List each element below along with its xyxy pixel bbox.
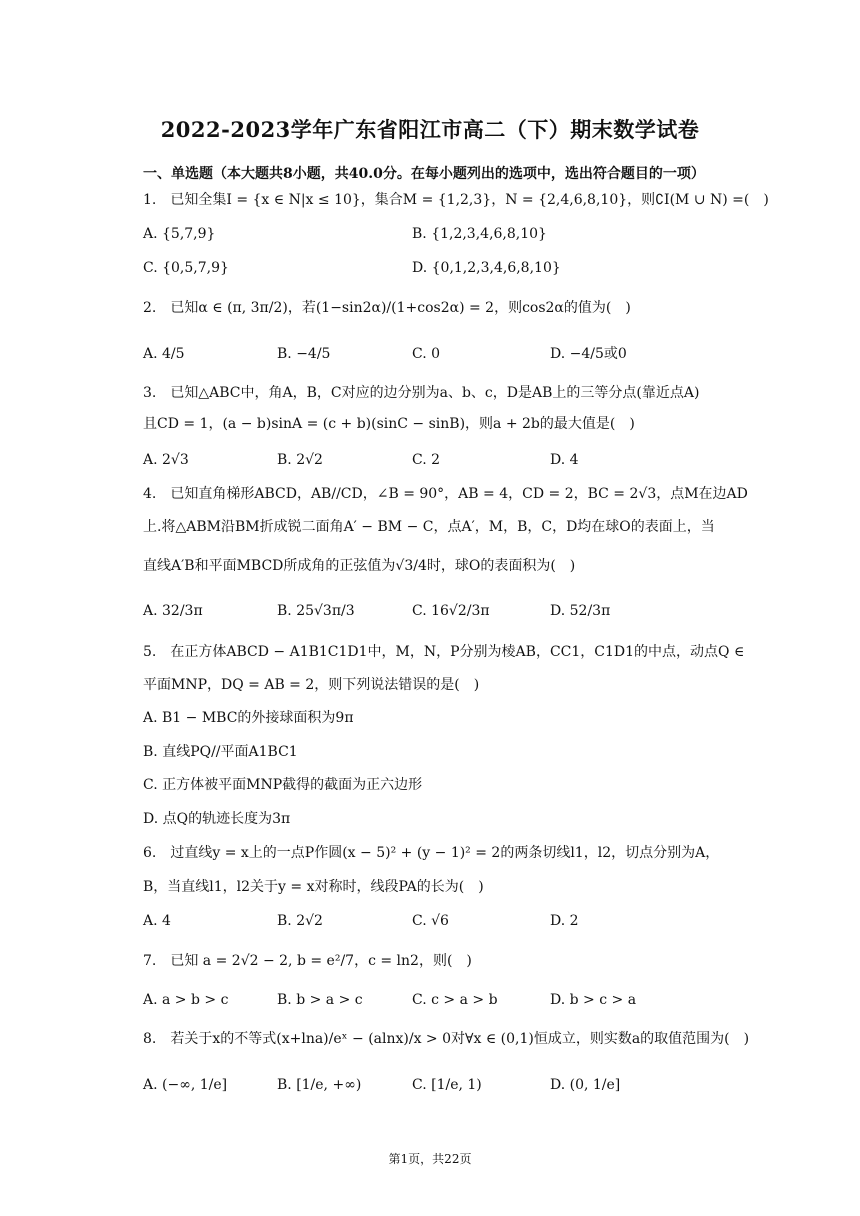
q1-option-a: A. {5,7,9}	[143, 226, 216, 242]
q7-option-b: B. b > a > c	[277, 992, 363, 1008]
question-4-line-3: 直线A′B和平面MBCD所成角的正弦值为√3/4时，球O的表面积为( )	[143, 558, 576, 574]
q5-option-c: C. 正方体被平面MNP截得的截面为正六边形	[143, 777, 423, 793]
q4-option-d: D. 52/3π	[550, 603, 611, 619]
question-8-line-1: 8. 若关于x的不等式(x+lna)/eˣ − (alnx)/x > 0对∀x ∈ (0,1)恒成立，则实数a的取值范围为( )	[143, 1031, 750, 1047]
question-5-line-2: 平面MNP，DQ = AB = 2，则下列说法错误的是( )	[143, 677, 480, 693]
page-footer: 第1页，共22页	[388, 1152, 472, 1166]
q1-option-c: C. {0,5,7,9}	[143, 260, 229, 276]
q8-option-b: B. [1/e, +∞)	[277, 1077, 362, 1093]
q5-option-d: D. 点Q的轨迹长度为3π	[143, 811, 291, 827]
q3-option-b: B. 2√2	[277, 452, 323, 468]
question-5-line-1: 5. 在正方体ABCD − A1B1C1D1中，M，N，P分别为棱AB，CC1，C1D1的中点，动点Q ∈	[143, 644, 745, 660]
question-4-line-2: 上.将△ABM沿BM折成锐二面角A′ − BM − C，点A′，M，B，C，D均在球O的表面上，当	[143, 519, 715, 535]
q6-option-d: D. 2	[550, 913, 579, 929]
q7-option-c: C. c > a > b	[412, 992, 498, 1008]
q2-option-b: B. −4/5	[277, 346, 331, 362]
question-7-line-1: 7. 已知 a = 2√2 − 2, b = e²/7，c = ln2，则( )	[143, 953, 472, 969]
q6-option-c: C. √6	[412, 913, 449, 929]
q2-option-c: C. 0	[412, 346, 441, 362]
q2-option-d: D. −4/5或0	[550, 346, 627, 362]
question-2-line-1: 2. 已知α ∈ (π, 3π/2)，若(1−sin2α)/(1+cos2α) = 2，则cos2α的值为( )	[143, 300, 631, 316]
q6-option-b: B. 2√2	[277, 913, 323, 929]
q3-option-a: A. 2√3	[143, 452, 189, 468]
q1-option-b: B. {1,2,3,4,6,8,10}	[412, 226, 547, 242]
q7-option-a: A. a > b > c	[143, 992, 229, 1008]
q7-option-d: D. b > c > a	[550, 992, 637, 1008]
q2-option-a: A. 4/5	[143, 346, 185, 362]
question-4-line-1: 4. 已知直角梯形ABCD，AB//CD，∠B = 90°，AB = 4，CD = 2，BC = 2√3，点M在边AD	[143, 486, 748, 502]
page-title: 2022-2023学年广东省阳江市高二（下）期末数学试卷	[160, 117, 700, 142]
q5-option-a: A. B1 − MBC的外接球面积为9π	[143, 710, 354, 726]
question-6-line-2: B，当直线l1，l2关于y = x对称时，线段PA的长为( )	[143, 879, 484, 895]
question-6-line-1: 6. 过直线y = x上的一点P作圆(x − 5)² + (y − 1)² = 2的两条切线l1，l2，切点分别为A，	[143, 845, 720, 861]
q5-option-b: B. 直线PQ//平面A1BC1	[143, 744, 298, 760]
question-3-line-2: 且CD = 1，(a − b)sinA = (c + b)(sinC − sinB)，则a + 2b的最大值是( )	[143, 416, 635, 432]
q3-option-d: D. 4	[550, 452, 579, 468]
q1-option-d: D. {0,1,2,3,4,6,8,10}	[412, 260, 561, 276]
q8-option-a: A. (−∞, 1/e]	[143, 1077, 228, 1093]
q4-option-b: B. 25√3π/3	[277, 603, 355, 619]
q8-option-d: D. (0, 1/e]	[550, 1077, 621, 1093]
q6-option-a: A. 4	[143, 913, 171, 929]
q4-option-a: A. 32/3π	[143, 603, 203, 619]
q4-option-c: C. 16√2/3π	[412, 603, 490, 619]
question-3-line-1: 3. 已知△ABC中，角A，B，C对应的边分别为a、b、c，D是AB上的三等分点(靠近点A)	[143, 385, 700, 401]
q8-option-c: C. [1/e, 1)	[412, 1077, 482, 1093]
q3-option-c: C. 2	[412, 452, 441, 468]
section-header: 一、单选题（本大题共8小题，共40.0分。在每小题列出的选项中，选出符合题目的一项）	[143, 166, 705, 182]
question-1-line-1: 1. 已知全集I = {x ∈ N|x ≤ 10}，集合M = {1,2,3}，N = {2,4,6,8,10}，则∁I(M ∪ N) =( )	[143, 192, 769, 208]
